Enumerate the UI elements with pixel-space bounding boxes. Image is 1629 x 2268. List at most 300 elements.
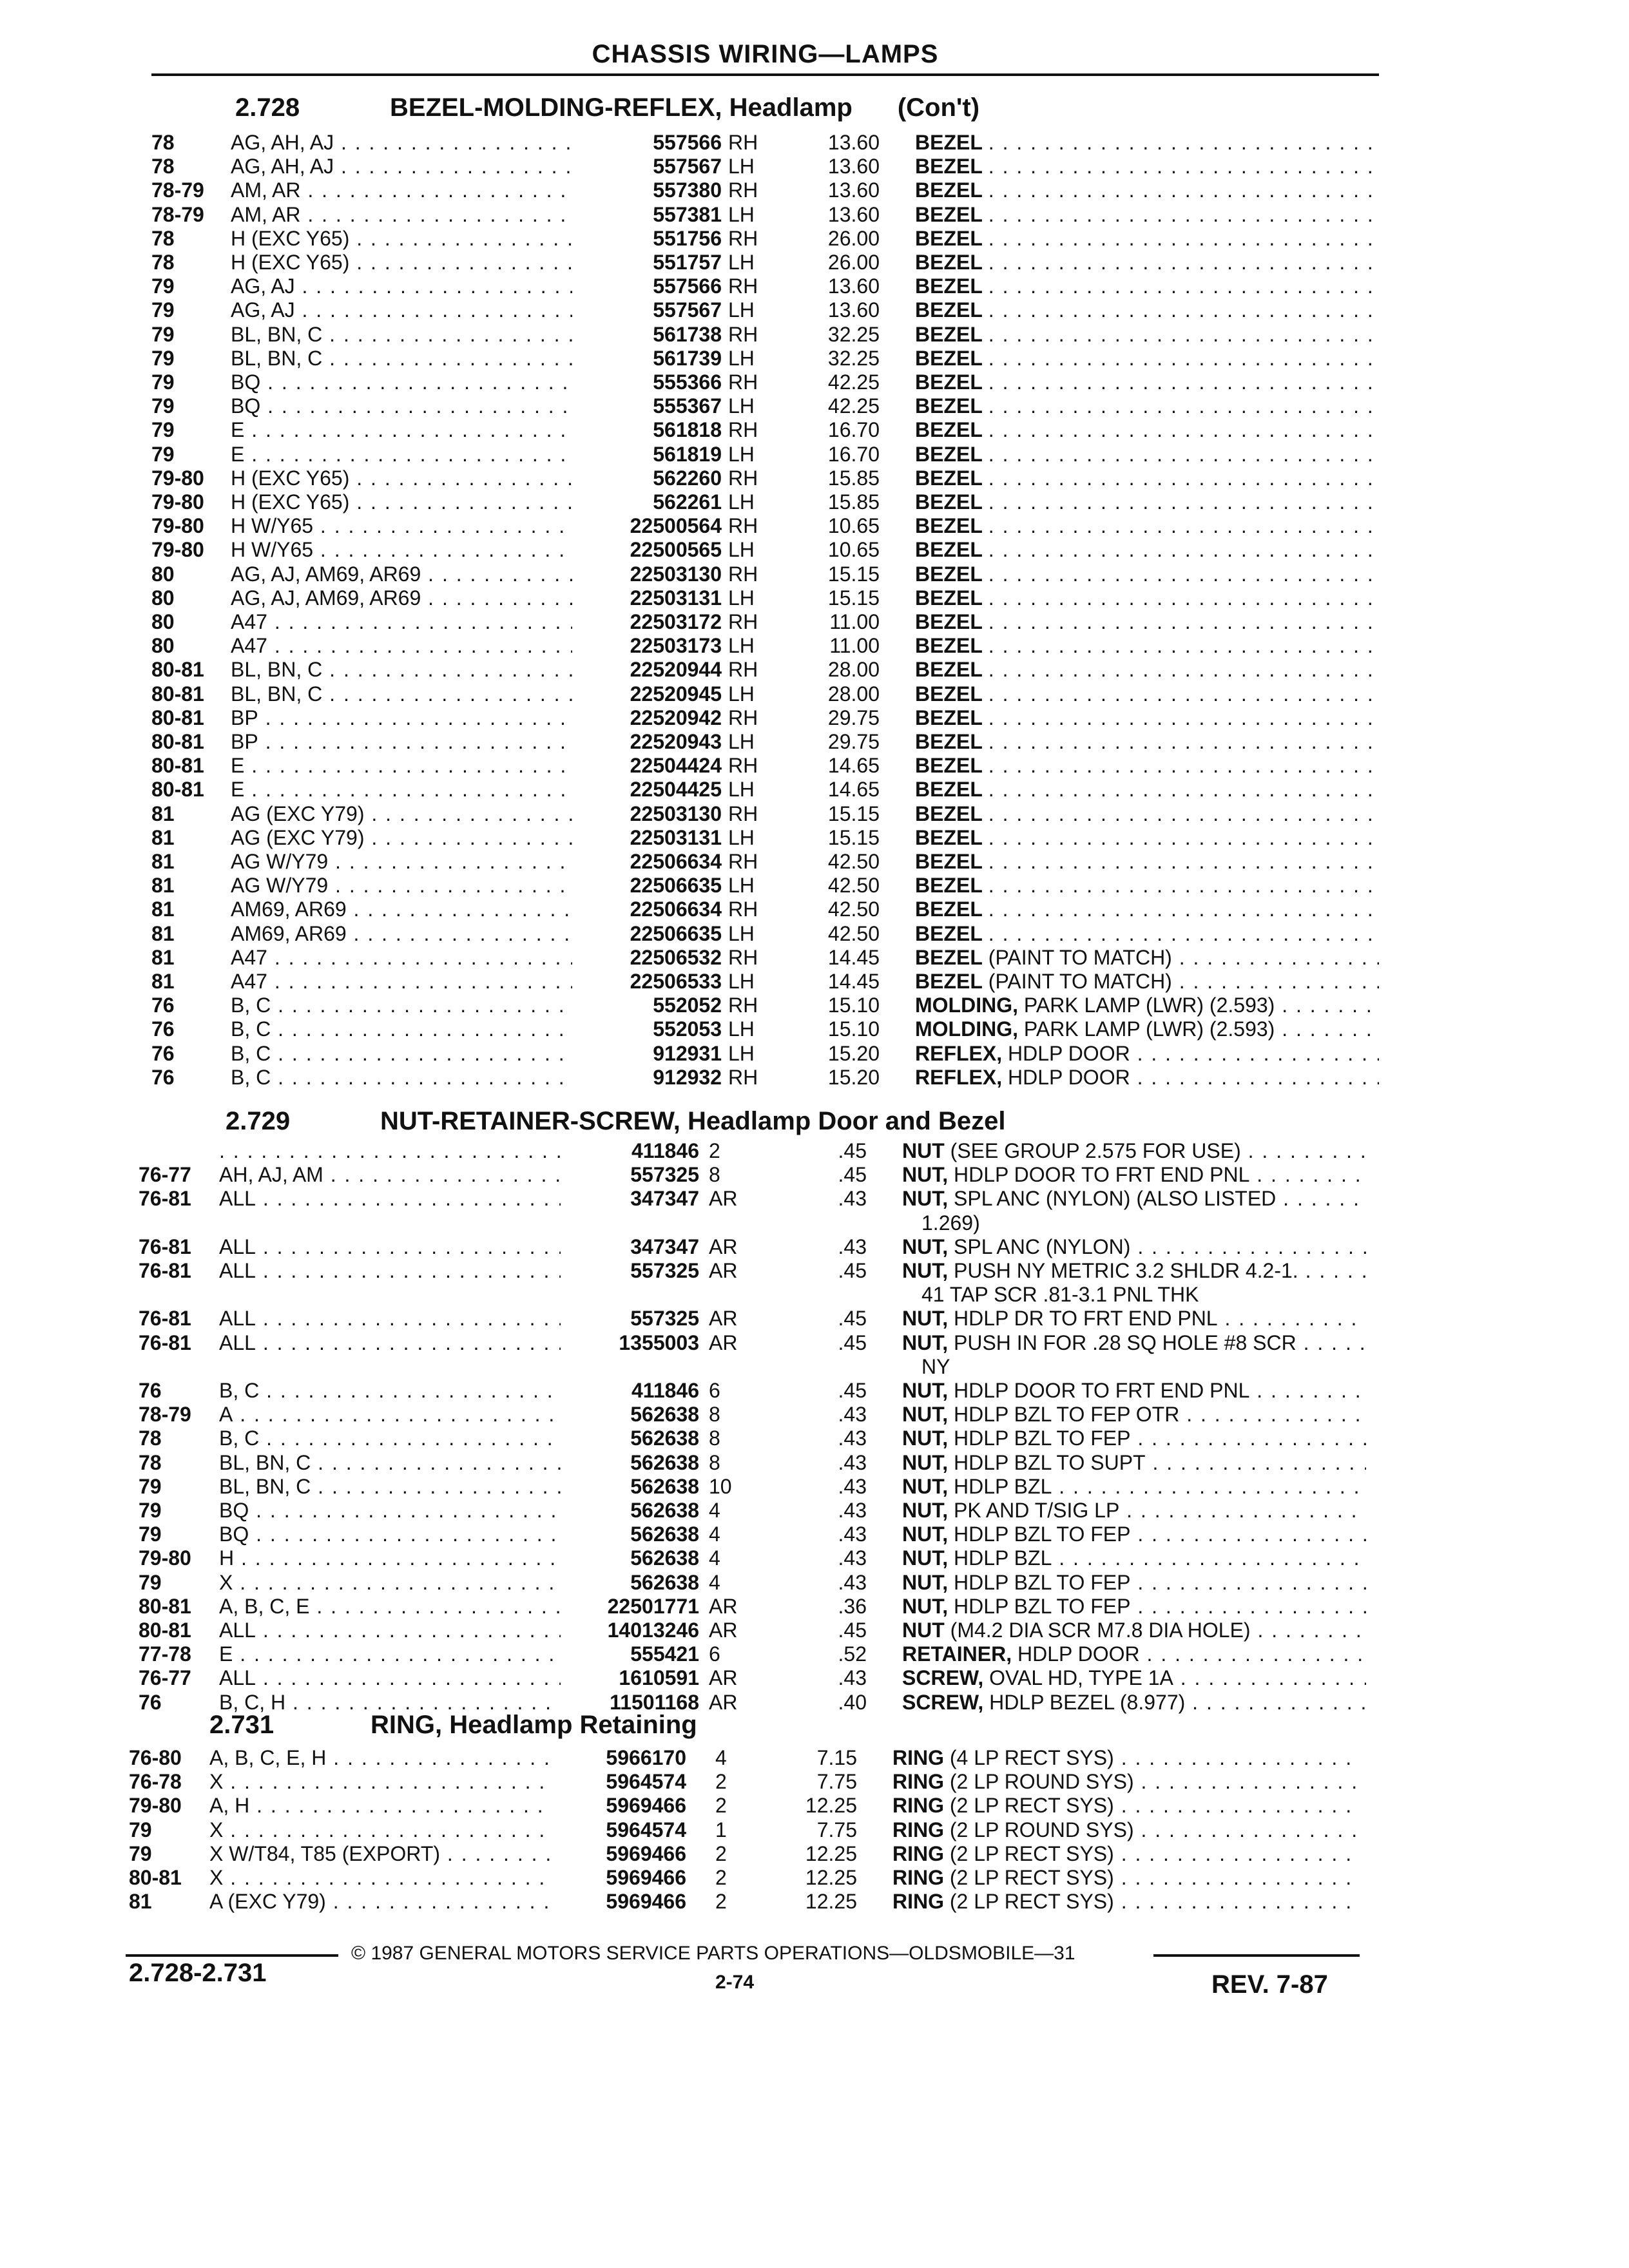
description-text: NY bbox=[921, 1354, 950, 1378]
section-continued-label: (Con't) bbox=[897, 93, 980, 122]
price: 15.15 bbox=[827, 562, 880, 586]
part-number: 22520943 bbox=[630, 730, 722, 753]
parts-row bbox=[0, 1211, 1629, 1235]
part-number: 1610591 bbox=[619, 1666, 699, 1690]
price: 16.70 bbox=[827, 442, 880, 466]
part-number: 551756 bbox=[653, 226, 722, 250]
price: 42.50 bbox=[827, 874, 880, 898]
description-text: OVAL HD, TYPE 1A bbox=[989, 1666, 1173, 1690]
parts-row bbox=[0, 1475, 1629, 1499]
part-number: 347347 bbox=[630, 1235, 699, 1258]
model-year: 76-77 bbox=[139, 1666, 191, 1690]
price: 15.85 bbox=[827, 490, 880, 514]
application-text: E . . . bbox=[231, 754, 572, 777]
application-text: B, C . . . bbox=[231, 1042, 572, 1065]
parts-row bbox=[0, 298, 1629, 322]
section-number: 2.731 bbox=[209, 1711, 275, 1739]
model-year: 81 bbox=[151, 874, 175, 898]
description-text: HDLP DOOR bbox=[1008, 1041, 1130, 1065]
description bbox=[921, 1283, 1385, 1307]
parts-row bbox=[0, 323, 1629, 347]
description-text: (2 LP ROUND SYS) bbox=[949, 1770, 1134, 1794]
quantity: LH bbox=[728, 730, 755, 753]
application-text: H W/Y65 . . . bbox=[231, 514, 572, 537]
part-number: 22503131 bbox=[630, 825, 722, 849]
description-wrap bbox=[915, 394, 1379, 418]
description-keyword: BEZEL bbox=[915, 490, 983, 514]
description-keyword: SCREW, bbox=[902, 1690, 984, 1714]
price: 42.25 bbox=[827, 370, 880, 394]
quantity: RH bbox=[728, 754, 758, 778]
description-wrap bbox=[892, 1818, 1356, 1841]
application-text: B, C . . . bbox=[231, 994, 572, 1017]
application-text: H W/Y65 . . . bbox=[231, 538, 572, 561]
description-keyword: NUT, bbox=[902, 1450, 949, 1474]
application-text: AG, AJ . . . bbox=[231, 298, 572, 322]
part-number: 411846 bbox=[631, 1379, 699, 1402]
model-year: 79 bbox=[151, 274, 175, 298]
part-number: 562638 bbox=[630, 1523, 699, 1546]
application-text: BL, BN, C . . . bbox=[219, 1451, 561, 1474]
footer-rule-right bbox=[1153, 1954, 1360, 1957]
description bbox=[902, 1571, 1366, 1595]
quantity: 4 bbox=[709, 1546, 720, 1570]
description-text: (M4.2 DIA SCR M7.8 DIA HOLE) bbox=[950, 1619, 1251, 1642]
parts-row bbox=[0, 1546, 1629, 1570]
application-text: A, B, C, E . . . bbox=[219, 1595, 561, 1618]
application bbox=[231, 227, 572, 251]
part-number: 552053 bbox=[653, 1017, 722, 1041]
description-keyword: REFLEX, bbox=[915, 1041, 1003, 1065]
model-year: 80 bbox=[151, 586, 175, 610]
description-keyword: BEZEL bbox=[915, 251, 983, 274]
model-year: 79-80 bbox=[139, 1546, 191, 1570]
price: 42.50 bbox=[827, 850, 880, 873]
application-text: H . . . bbox=[219, 1546, 561, 1570]
part-number: 5966170 bbox=[606, 1746, 686, 1769]
section-title-wrap bbox=[371, 1711, 697, 1740]
description-wrap bbox=[902, 1523, 1366, 1546]
description-wrap bbox=[915, 155, 1379, 178]
price: .43 bbox=[838, 1235, 867, 1258]
description-wrap bbox=[902, 1642, 1366, 1666]
description-wrap bbox=[915, 994, 1379, 1017]
part-number: 22500565 bbox=[630, 538, 722, 562]
price: .43 bbox=[838, 1187, 867, 1211]
price: 12.25 bbox=[805, 1794, 857, 1818]
part-number: 5969466 bbox=[606, 1841, 686, 1865]
model-year: 81 bbox=[151, 802, 175, 825]
application-text: A, H . . . bbox=[209, 1794, 551, 1817]
part-number: 557325 bbox=[630, 1163, 699, 1187]
description-keyword: NUT, bbox=[902, 1403, 949, 1427]
quantity: AR bbox=[709, 1307, 738, 1331]
model-year: 79-80 bbox=[129, 1794, 182, 1818]
price: 10.65 bbox=[827, 538, 880, 562]
parts-row bbox=[0, 1066, 1629, 1090]
part-number: 557567 bbox=[653, 155, 722, 178]
part-number: 347347 bbox=[630, 1187, 699, 1211]
quantity: LH bbox=[728, 251, 755, 274]
application-text: BQ . . . bbox=[219, 1499, 561, 1522]
description bbox=[915, 178, 1379, 202]
parts-row bbox=[0, 994, 1629, 1017]
description-wrap bbox=[902, 1571, 1366, 1594]
application-text: BL, BN, C . . . bbox=[231, 347, 572, 370]
application-text: E . . . bbox=[231, 443, 572, 466]
application bbox=[231, 514, 572, 538]
model-year: 79-80 bbox=[151, 490, 204, 514]
model-year: 81 bbox=[129, 1890, 152, 1914]
description bbox=[915, 347, 1379, 370]
quantity: RH bbox=[728, 418, 758, 442]
part-number: 557567 bbox=[653, 298, 722, 322]
quantity: RH bbox=[728, 850, 758, 873]
model-year: 79 bbox=[151, 418, 175, 442]
price: .40 bbox=[838, 1690, 867, 1714]
price: 28.00 bbox=[827, 658, 880, 682]
price: 32.25 bbox=[827, 346, 880, 370]
quantity: AR bbox=[709, 1666, 738, 1690]
application-text: AG, AJ, AM69, AR69 . . . bbox=[231, 562, 572, 586]
application-text: A (EXC Y79) . . . bbox=[209, 1890, 551, 1913]
description bbox=[892, 1818, 1356, 1842]
description-text: HDLP BZL TO FEP bbox=[954, 1594, 1131, 1618]
price: .45 bbox=[838, 1379, 867, 1402]
description-wrap bbox=[902, 1475, 1366, 1498]
quantity: 10 bbox=[709, 1474, 732, 1498]
part-number: 557380 bbox=[653, 178, 722, 202]
description bbox=[915, 562, 1379, 586]
application-text: A47 . . . bbox=[231, 634, 572, 657]
description-wrap bbox=[921, 1355, 950, 1378]
model-year: 80 bbox=[151, 634, 175, 658]
description-wrap bbox=[915, 658, 1379, 681]
description-wrap bbox=[915, 898, 1379, 921]
part-number: 5964574 bbox=[606, 1818, 686, 1841]
model-year: 81 bbox=[151, 825, 175, 849]
quantity: RH bbox=[728, 322, 758, 346]
description bbox=[915, 131, 1379, 155]
section-heading bbox=[0, 93, 1629, 122]
application bbox=[231, 1066, 572, 1090]
footer-page-number: 2-74 bbox=[715, 1972, 755, 1993]
description-keyword: BEZEL bbox=[915, 730, 983, 753]
quantity: RH bbox=[728, 1065, 758, 1089]
application bbox=[231, 323, 572, 347]
section-number: 2.728 bbox=[235, 93, 300, 122]
description-text: PARK LAMP (LWR) (2.593) bbox=[1023, 994, 1275, 1017]
model-year: 78-79 bbox=[151, 178, 204, 202]
description-wrap bbox=[921, 1211, 980, 1235]
model-year: 78 bbox=[151, 226, 175, 250]
description-wrap bbox=[915, 178, 1379, 202]
part-number: 561739 bbox=[653, 346, 722, 370]
part-number: 555366 bbox=[653, 370, 722, 394]
part-number: 557325 bbox=[630, 1259, 699, 1282]
part-number: 22520945 bbox=[630, 682, 722, 706]
application-text: B, C . . . bbox=[231, 1017, 572, 1041]
model-year: 77-78 bbox=[139, 1642, 191, 1666]
description-wrap bbox=[915, 443, 1379, 466]
model-year: 80-81 bbox=[151, 730, 204, 753]
quantity: 2 bbox=[709, 1139, 720, 1162]
parts-row bbox=[0, 1619, 1629, 1642]
section-title-wrap bbox=[380, 1107, 1005, 1136]
description bbox=[921, 1211, 1385, 1235]
model-year: 79 bbox=[129, 1841, 152, 1865]
price: .43 bbox=[838, 1523, 867, 1546]
model-year: 76 bbox=[151, 1017, 175, 1041]
description bbox=[915, 970, 1379, 994]
quantity: 6 bbox=[709, 1642, 720, 1666]
application bbox=[209, 1770, 551, 1794]
parts-row bbox=[0, 1842, 1629, 1866]
application bbox=[209, 1794, 551, 1818]
description-keyword: NUT, bbox=[902, 1546, 949, 1570]
quantity: RH bbox=[728, 802, 758, 825]
price: .45 bbox=[838, 1307, 867, 1331]
application-text: E . . . bbox=[219, 1642, 561, 1666]
application-text: A . . . bbox=[219, 1403, 561, 1426]
description-keyword: RING bbox=[892, 1890, 944, 1914]
description-keyword: RING bbox=[892, 1770, 944, 1794]
parts-row bbox=[0, 826, 1629, 850]
description-keyword: BEZEL bbox=[915, 514, 983, 538]
price: 13.60 bbox=[827, 131, 880, 154]
description-keyword: BEZEL bbox=[915, 442, 983, 466]
description-wrap bbox=[915, 802, 1379, 825]
model-year: 78 bbox=[139, 1450, 162, 1474]
application-text bbox=[219, 1139, 561, 1162]
description-wrap bbox=[915, 874, 1379, 897]
parts-row bbox=[0, 1139, 1629, 1163]
model-year: 80 bbox=[151, 610, 175, 633]
application bbox=[231, 922, 572, 946]
part-number: 912931 bbox=[653, 1041, 722, 1065]
price: 29.75 bbox=[827, 730, 880, 753]
description-text: SPL ANC (NYLON) (ALSO LISTED bbox=[954, 1187, 1277, 1211]
parts-row bbox=[0, 1042, 1629, 1066]
quantity: AR bbox=[709, 1331, 738, 1354]
description-keyword: BEZEL bbox=[915, 155, 983, 178]
quantity: 8 bbox=[709, 1427, 720, 1450]
description-text: HDLP BZL TO FEP bbox=[954, 1523, 1131, 1546]
part-number: 562638 bbox=[630, 1546, 699, 1570]
parts-row bbox=[0, 682, 1629, 706]
description-wrap bbox=[902, 1595, 1366, 1618]
description-keyword: BEZEL bbox=[915, 850, 983, 873]
model-year: 79 bbox=[139, 1570, 162, 1594]
description bbox=[902, 1427, 1366, 1450]
quantity: LH bbox=[728, 442, 755, 466]
description bbox=[915, 634, 1379, 658]
part-number: 22503130 bbox=[630, 802, 722, 825]
price: .52 bbox=[838, 1642, 867, 1666]
quantity: 4 bbox=[715, 1746, 727, 1769]
description-wrap bbox=[902, 1163, 1366, 1186]
parts-row bbox=[0, 634, 1629, 658]
description bbox=[915, 1042, 1379, 1066]
description-keyword: NUT, bbox=[902, 1570, 949, 1594]
model-year: 76 bbox=[139, 1379, 162, 1402]
application bbox=[231, 658, 572, 682]
parts-row bbox=[0, 347, 1629, 370]
model-year: 76-78 bbox=[129, 1770, 182, 1794]
parts-row bbox=[0, 1163, 1629, 1187]
model-year: 78 bbox=[151, 131, 175, 154]
description-wrap bbox=[915, 370, 1379, 394]
model-year: 80-81 bbox=[139, 1594, 191, 1618]
application bbox=[231, 994, 572, 1017]
part-number: 1355003 bbox=[619, 1331, 699, 1354]
quantity: LH bbox=[728, 682, 755, 706]
section-title: BEZEL-MOLDING-REFLEX, Headlamp bbox=[390, 93, 853, 122]
description-keyword: BEZEL bbox=[915, 202, 983, 226]
price: 13.60 bbox=[827, 298, 880, 322]
quantity: 2 bbox=[715, 1841, 727, 1865]
quantity: LH bbox=[728, 538, 755, 562]
parts-row bbox=[0, 1307, 1629, 1331]
parts-row bbox=[0, 131, 1629, 155]
application bbox=[219, 1475, 561, 1499]
part-number: 22500564 bbox=[630, 514, 722, 538]
application bbox=[231, 466, 572, 490]
description-text: PK AND T/SIG LP bbox=[954, 1499, 1120, 1522]
description-wrap bbox=[915, 298, 1379, 322]
application-text: A, B, C, E, H . . . bbox=[209, 1746, 551, 1769]
description-text: 1.269) bbox=[921, 1211, 980, 1235]
application bbox=[231, 754, 572, 778]
price: 7.75 bbox=[816, 1770, 857, 1794]
part-number: 14013246 bbox=[607, 1619, 699, 1642]
application-text: AG W/Y79 . . . bbox=[231, 850, 572, 873]
description-wrap bbox=[902, 1139, 1366, 1162]
description bbox=[915, 730, 1379, 754]
description-keyword: BEZEL bbox=[915, 178, 983, 202]
parts-row bbox=[0, 658, 1629, 682]
description-text: PUSH NY METRIC 3.2 SHLDR 4.2-1. bbox=[954, 1259, 1298, 1282]
price: .43 bbox=[838, 1474, 867, 1498]
description-text: (2 LP ROUND SYS) bbox=[949, 1818, 1134, 1841]
application-text: B, C . . . bbox=[231, 1066, 572, 1089]
description bbox=[902, 1307, 1366, 1331]
price: 15.10 bbox=[827, 1017, 880, 1041]
parts-row bbox=[0, 203, 1629, 227]
application-text: B, C . . . bbox=[219, 1379, 561, 1402]
description bbox=[915, 418, 1379, 442]
description-text: (PAINT TO MATCH) bbox=[988, 945, 1172, 969]
quantity: RH bbox=[728, 466, 758, 490]
model-year: 76-81 bbox=[139, 1187, 191, 1211]
application bbox=[231, 370, 572, 394]
application bbox=[231, 131, 572, 155]
application-text: ALL . . . bbox=[219, 1331, 561, 1354]
parts-row bbox=[0, 706, 1629, 730]
description bbox=[902, 1523, 1366, 1546]
model-year: 76-77 bbox=[139, 1163, 191, 1187]
model-year: 81 bbox=[151, 921, 175, 945]
description-text: HDLP DOOR bbox=[1008, 1065, 1130, 1089]
model-year: 78-79 bbox=[151, 202, 204, 226]
description-wrap bbox=[915, 1042, 1379, 1065]
description-wrap bbox=[902, 1666, 1366, 1689]
description-keyword: BEZEL bbox=[915, 394, 983, 418]
price: 13.60 bbox=[827, 202, 880, 226]
parts-row bbox=[0, 155, 1629, 178]
parts-row bbox=[0, 1283, 1629, 1307]
description-keyword: NUT, bbox=[902, 1523, 949, 1546]
model-year: 79 bbox=[129, 1818, 152, 1841]
description-keyword: BEZEL bbox=[915, 802, 983, 825]
description bbox=[915, 586, 1379, 610]
description-wrap bbox=[915, 970, 1379, 993]
model-year: 79 bbox=[139, 1474, 162, 1498]
part-number: 5969466 bbox=[606, 1866, 686, 1889]
price: 13.60 bbox=[827, 274, 880, 298]
description-text: (2 LP RECT SYS) bbox=[949, 1866, 1114, 1889]
description-keyword: BEZEL bbox=[915, 921, 983, 945]
description bbox=[915, 754, 1379, 778]
description bbox=[915, 874, 1379, 898]
description-keyword: BEZEL bbox=[915, 586, 983, 610]
description-wrap bbox=[915, 274, 1379, 298]
parts-row bbox=[0, 418, 1629, 442]
part-number: 561818 bbox=[653, 418, 722, 442]
quantity: RH bbox=[728, 274, 758, 298]
description bbox=[902, 1163, 1366, 1187]
description bbox=[892, 1890, 1356, 1914]
part-number: 22520942 bbox=[630, 706, 722, 729]
application-text: X W/T84, T85 (EXPORT) . . . bbox=[209, 1842, 551, 1865]
part-number: 22506634 bbox=[630, 850, 722, 873]
footer-revision: REV. 7-87 bbox=[1211, 1970, 1328, 1999]
parts-row bbox=[0, 1818, 1629, 1842]
description bbox=[902, 1139, 1366, 1163]
description-text: (2 LP RECT SYS) bbox=[949, 1890, 1114, 1914]
application-text: AG, AH, AJ . . . bbox=[231, 155, 572, 178]
application bbox=[219, 1523, 561, 1546]
application bbox=[231, 682, 572, 706]
model-year: 76 bbox=[151, 1041, 175, 1065]
description-wrap bbox=[915, 1017, 1379, 1041]
description-keyword: BEZEL bbox=[915, 418, 983, 442]
part-number: 562638 bbox=[630, 1570, 699, 1594]
application-text: ALL . . . bbox=[219, 1235, 561, 1258]
application-text: H (EXC Y65) . . . bbox=[231, 466, 572, 490]
description-keyword: NUT bbox=[902, 1619, 945, 1642]
description-text: (2 LP RECT SYS) bbox=[949, 1794, 1114, 1818]
application bbox=[231, 826, 572, 850]
application-text: BL, BN, C . . . bbox=[219, 1475, 561, 1498]
part-number: 557325 bbox=[630, 1307, 699, 1331]
part-number: 22504424 bbox=[630, 754, 722, 778]
application bbox=[231, 610, 572, 634]
description-wrap bbox=[902, 1403, 1366, 1426]
application bbox=[231, 298, 572, 322]
description-text: HDLP DOOR TO FRT END PNL bbox=[954, 1163, 1250, 1187]
model-year: 79 bbox=[151, 298, 175, 322]
application bbox=[219, 1451, 561, 1475]
model-year: 76 bbox=[139, 1690, 162, 1714]
application bbox=[231, 538, 572, 562]
price: 16.70 bbox=[827, 418, 880, 442]
quantity: AR bbox=[709, 1619, 738, 1642]
description bbox=[915, 922, 1379, 946]
description-text: (2 LP RECT SYS) bbox=[949, 1841, 1114, 1865]
description-keyword: NUT, bbox=[902, 1235, 949, 1258]
model-year: 80-81 bbox=[151, 658, 204, 682]
